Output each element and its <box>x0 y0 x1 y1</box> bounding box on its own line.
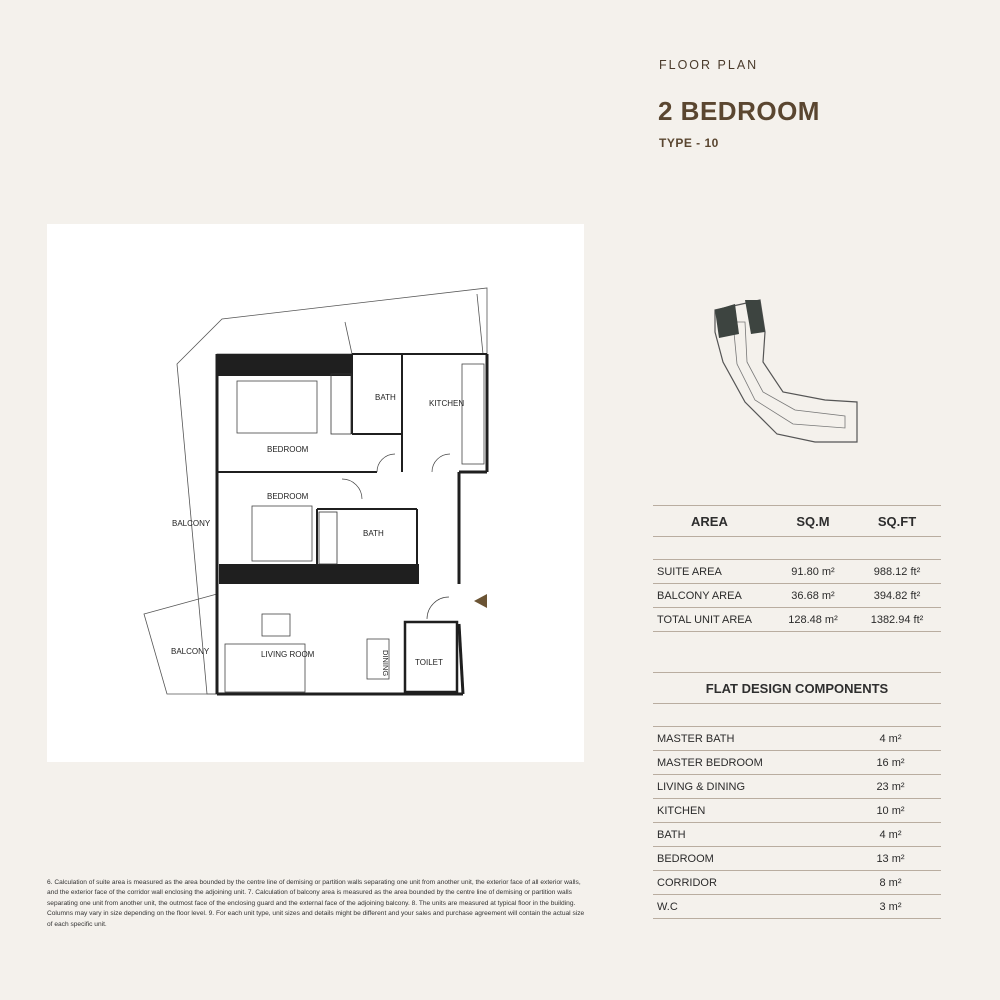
component-value: 16 m² <box>876 756 905 769</box>
table-row <box>653 726 941 751</box>
room-label-living-room: LIVING ROOM <box>261 650 315 659</box>
rug <box>262 614 290 636</box>
component-value: 10 m² <box>876 804 905 817</box>
wall <box>459 624 463 694</box>
area-header: AREA <box>691 513 728 529</box>
table-row <box>653 559 941 584</box>
bed <box>237 381 317 433</box>
area-label: BALCONY AREA <box>657 589 742 602</box>
room-label-dining: DINING <box>381 650 390 677</box>
component-label: CORRIDOR <box>657 876 717 889</box>
wardrobe <box>331 374 351 434</box>
area-table <box>653 505 941 632</box>
floor-plan <box>47 224 584 762</box>
disclaimer-notes: 6. Calculation of suite area is measured as the area bounded by the centre line of demising or partition walls separating one unit from another unit, the exterior face of all exterior walls, and the exterior face of the corridor wall enclosing the adjoining unit. 7. Calculation of balcony area is measured as the area bounded by the centre line of demising or partition walls separating one unit from another unit, the outmost face of the enclosing guard and the external face of the adjoining balcony. 8. The units are measured at typical floor in the building. Columns may vary in size depending on the floor level. 9. For each unit type, unit sizes and details might be different and your sales and purchase agreement will contain the actual size of each specific unit. <box>47 879 585 928</box>
area-sqm: 128.48 m² <box>788 613 838 626</box>
components-table <box>653 672 941 919</box>
room-label-bedroom-2: BEDROOM <box>267 492 309 501</box>
component-value: 23 m² <box>876 780 905 793</box>
table-row <box>653 871 941 895</box>
balcony-line <box>345 322 352 354</box>
floor-plan-drawing <box>47 224 584 762</box>
table-row <box>653 584 941 608</box>
balcony-outline-upper <box>177 288 487 694</box>
door-swing <box>342 479 362 499</box>
table-row <box>653 775 941 799</box>
wall-mid <box>219 564 419 584</box>
eyebrow-label: FLOOR PLAN <box>659 58 759 72</box>
component-label: BEDROOM <box>657 852 714 865</box>
highlighted-unit <box>745 300 765 334</box>
door-swing <box>377 454 395 472</box>
area-sqft: 1382.94 ft² <box>870 613 924 626</box>
room-label-bath-1: BATH <box>375 393 396 402</box>
components-table-title: FLAT DESIGN COMPONENTS <box>653 672 941 704</box>
room-label-kitchen: KITCHEN <box>429 399 465 408</box>
balcony-line <box>477 294 483 354</box>
area-sqm: 36.68 m² <box>791 589 835 602</box>
area-label: SUITE AREA <box>657 565 722 578</box>
component-value: 8 m² <box>879 876 902 889</box>
room-label-balcony-2: BALCONY <box>171 647 210 656</box>
component-value: 4 m² <box>879 828 902 841</box>
component-label: LIVING & DINING <box>657 780 746 793</box>
bed <box>252 506 312 561</box>
table-row <box>653 751 941 775</box>
room-label-bedroom-1: BEDROOM <box>267 445 309 454</box>
toilet-walls <box>405 622 457 692</box>
building-core <box>733 322 845 428</box>
door-swing <box>427 597 449 619</box>
kitchen-counter <box>462 364 484 464</box>
highlighted-unit <box>715 304 739 338</box>
table-row <box>653 895 941 919</box>
component-label: KITCHEN <box>657 804 706 817</box>
wall-top-bedroom <box>217 354 352 376</box>
entry-arrow-icon <box>474 594 487 608</box>
unit-type: TYPE - 10 <box>659 136 719 150</box>
area-label: TOTAL UNIT AREA <box>657 613 752 626</box>
table-row <box>653 823 941 847</box>
component-value: 4 m² <box>879 732 902 745</box>
table-row <box>653 799 941 823</box>
area-sqft: 988.12 ft² <box>873 565 921 578</box>
room-label-balcony-1: BALCONY <box>172 519 211 528</box>
area-sqm: 91.80 m² <box>791 565 835 578</box>
table-row <box>653 847 941 871</box>
component-label: MASTER BATH <box>657 732 735 745</box>
table-row <box>653 608 941 632</box>
component-label: BATH <box>657 828 686 841</box>
room-label-bath-2: BATH <box>363 529 384 538</box>
sqm-header: SQ.M <box>796 513 830 529</box>
area-sqft: 394.82 ft² <box>873 589 921 602</box>
wardrobe <box>319 512 337 564</box>
page-title: 2 BEDROOM <box>658 96 820 126</box>
sqft-header: SQ.FT <box>877 513 917 529</box>
area-table-header <box>653 505 941 537</box>
door-swing <box>432 454 450 472</box>
component-label: W.C <box>657 900 678 913</box>
room-label-toilet: TOILET <box>415 658 443 667</box>
component-value: 3 m² <box>879 900 902 913</box>
component-label: MASTER BEDROOM <box>657 756 763 769</box>
building-key-plan <box>705 292 865 452</box>
component-value: 13 m² <box>876 852 905 865</box>
balcony-outline-lower <box>144 594 217 694</box>
